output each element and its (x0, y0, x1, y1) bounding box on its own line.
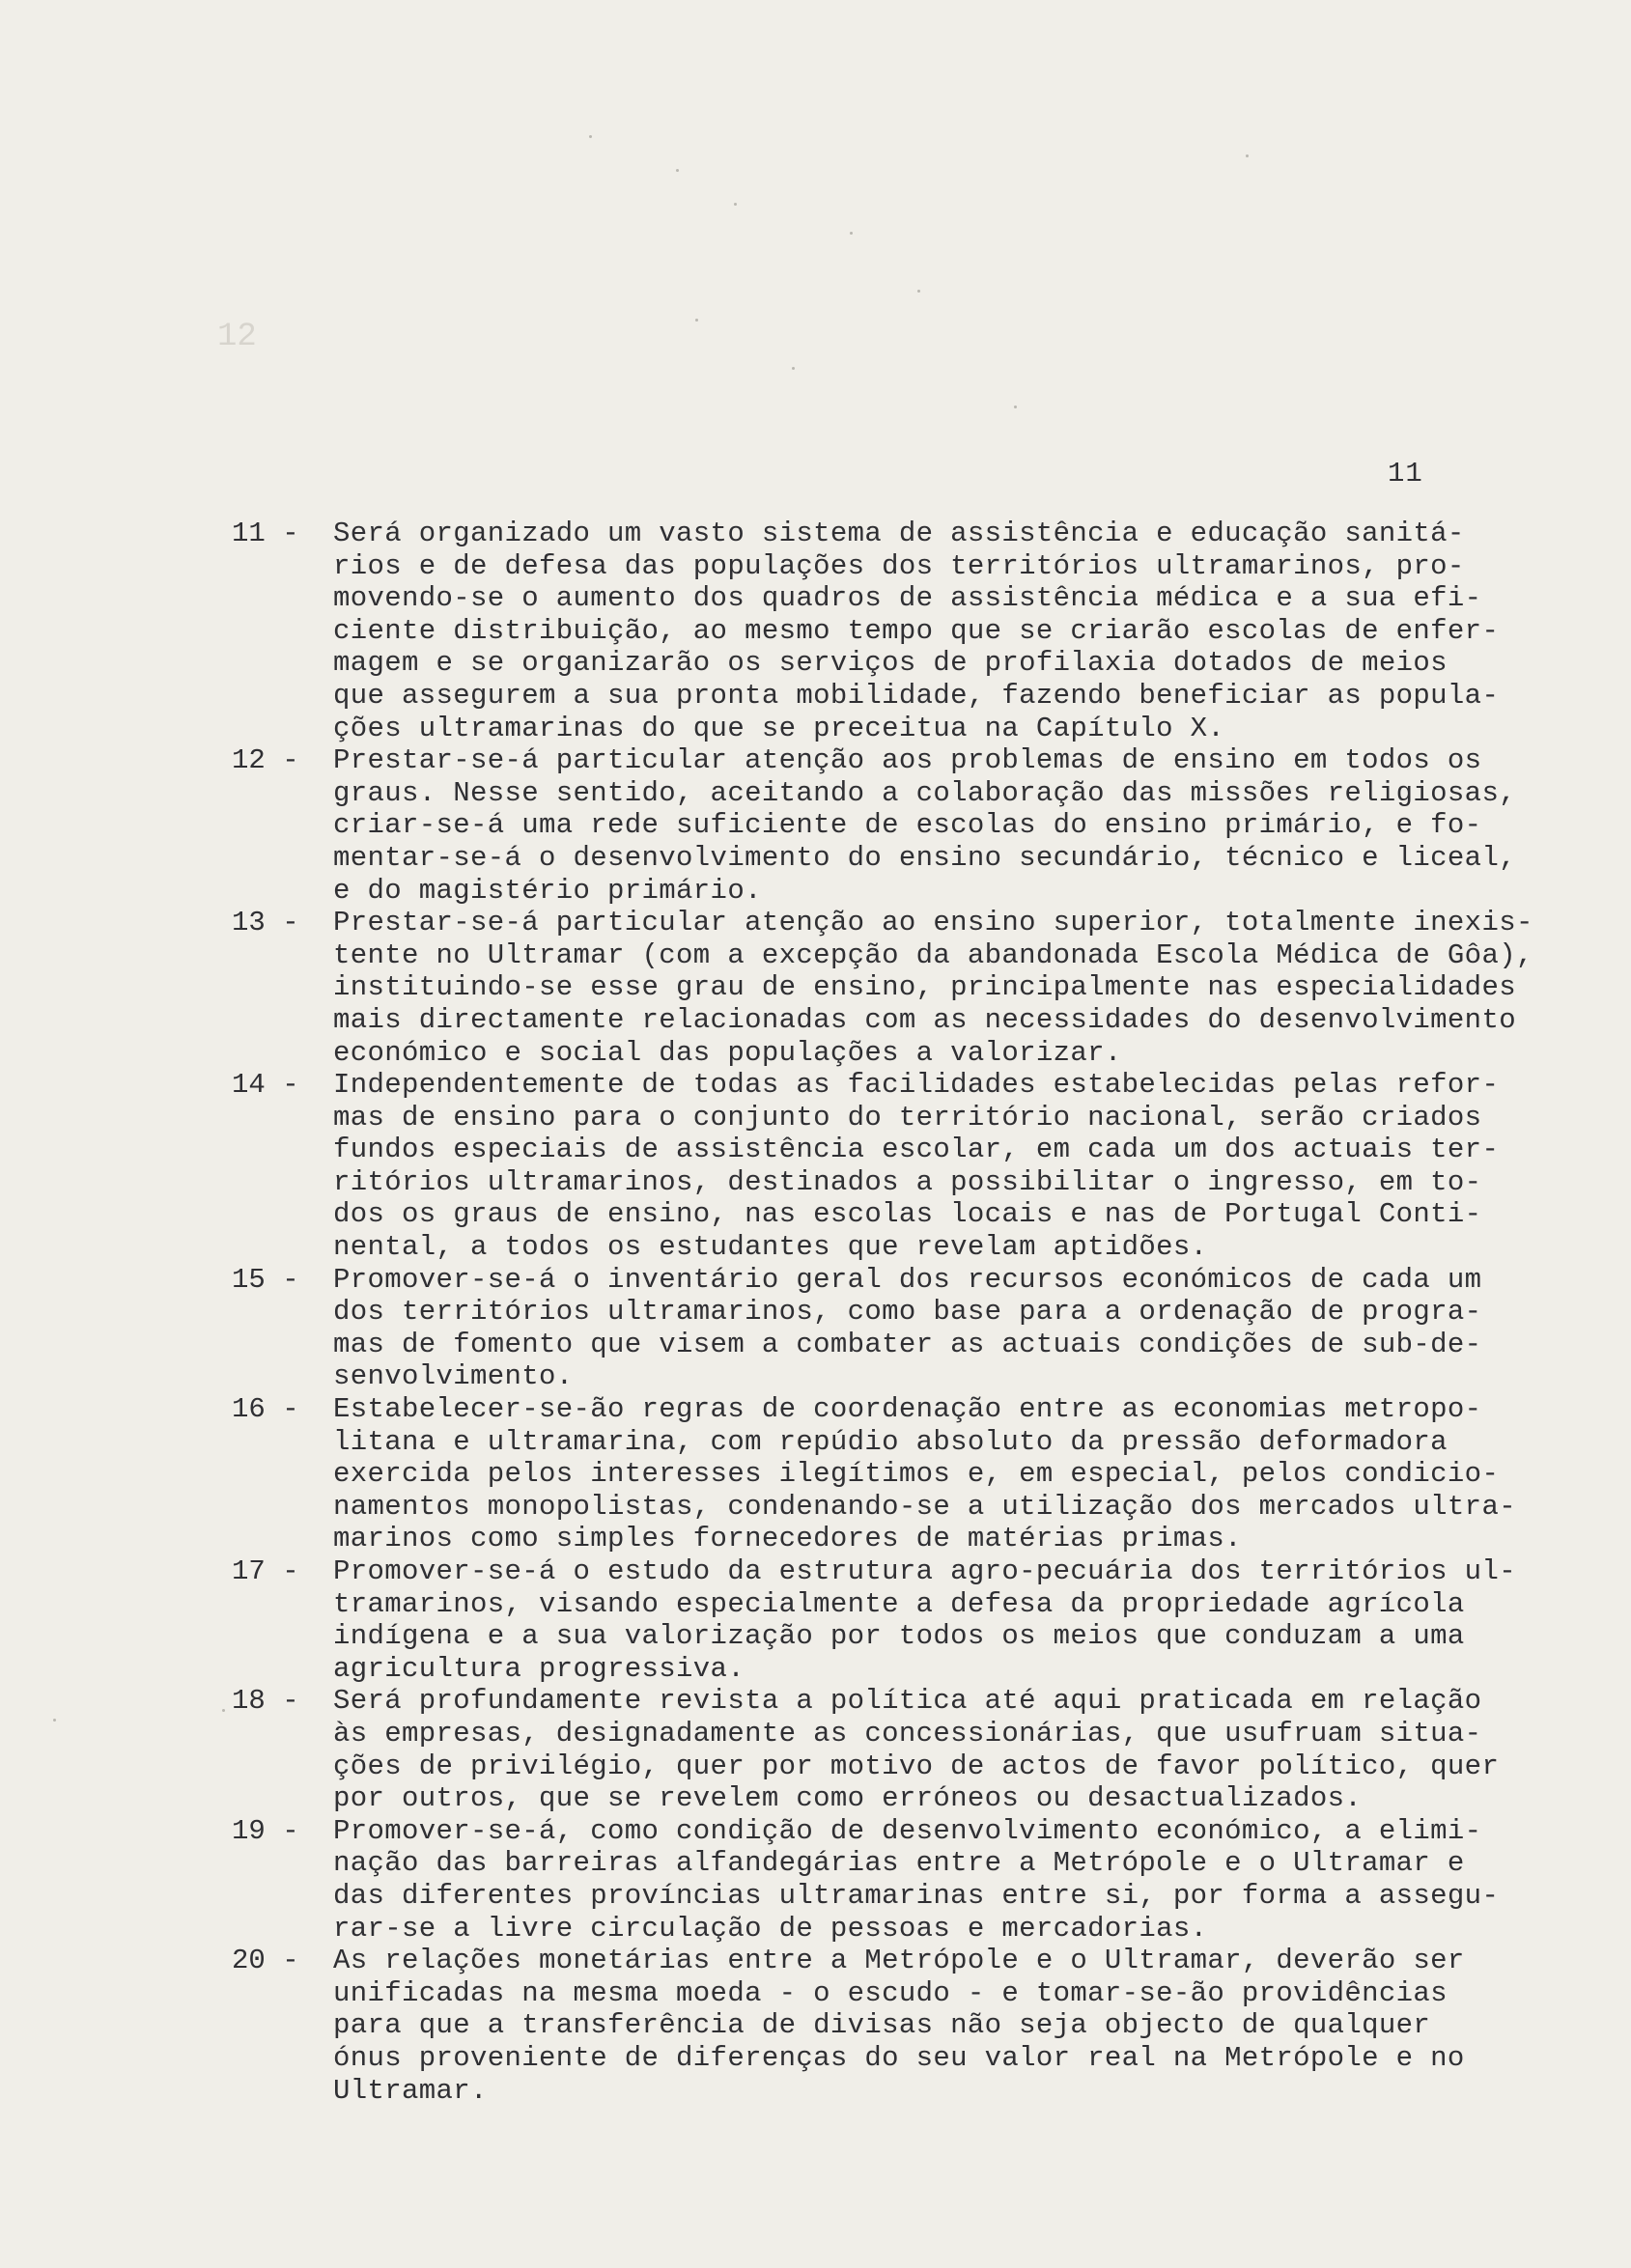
paper-speck (850, 232, 853, 235)
text-line: das diferentes províncias ultramarinas entre si, por forma a assegu- (333, 1879, 1500, 1912)
paper-speck (676, 169, 679, 172)
text-line: que assegurem a sua pronta mobilidade, fazendo beneficiar as popula- (333, 679, 1500, 712)
text-line: tente no Ultramar (com a excepção da abandonada Escola Médica de Gôa), (333, 938, 1533, 971)
text-line: ritórios ultramarinos, destinados a possibilitar o ingresso, em to- (333, 1165, 1482, 1198)
text-line: nental, a todos os estudantes que revelam aptidões. (333, 1231, 1208, 1264)
paper-speck (53, 1719, 56, 1722)
text-line: dos territórios ultramarinos, como base para a ordenação de progra- (333, 1296, 1482, 1329)
text-line: graus. Nesse sentido, aceitando a colaboração das missões religiosas, (333, 776, 1516, 809)
text-line: instituindo-se esse grau de ensino, principalmente nas especialidades (333, 971, 1516, 1004)
text-line: Será organizado um vasto sistema de assistência e educação sanitá- (333, 518, 1465, 549)
text-line: unificadas na mesma moeda - o escudo - e tomar-se-ão providências (333, 1976, 1448, 2009)
paper-speck (1246, 154, 1249, 157)
bleed-through-number: 12 (217, 319, 257, 355)
text-line: dos os graus de ensino, nas escolas locais e nas de Portugal Conti- (333, 1198, 1482, 1231)
text-line: ónus proveniente de diferenças do seu valor real na Metrópole e no (333, 2041, 1465, 2074)
text-line: Promover-se-á o inventário geral dos recursos económicos de cada um (333, 1263, 1482, 1296)
list-item (232, 907, 1533, 1069)
text-line: marinos como simples fornecedores de matérias primas. (333, 1523, 1242, 1555)
text-line: Prestar-se-á particular atenção aos problemas de ensino em todos os (333, 744, 1482, 777)
item-number: 20 - (232, 1945, 299, 1977)
paper-speck (589, 135, 592, 138)
list-item (232, 1393, 1516, 1555)
list-item (232, 1815, 1516, 1945)
text-line: litana e ultramarina, com repúdio absoluto da pressão deformadora (333, 1425, 1448, 1458)
paper-speck (734, 203, 737, 206)
text-line: criar-se-á uma rede suficiente de escolas do ensino primário, e fo- (333, 809, 1482, 842)
item-number: 19 - (232, 1814, 299, 1847)
text-line: mentar-se-á o desenvolvimento do ensino secundário, técnico e liceal, (333, 841, 1516, 874)
text-line: Independentemente de todas as facilidades estabelecidas pelas refor- (333, 1069, 1500, 1102)
item-number: 15 - (232, 1263, 299, 1296)
text-line: para que a transferência de divisas não seja objecto de qualquer (333, 2009, 1431, 2042)
text-line: ciente distribuição, ao mesmo tempo que se criarão escolas de enfer- (333, 614, 1500, 647)
text-line: senvolvimento. (333, 1360, 574, 1393)
paper-speck (1014, 406, 1017, 408)
list-item (232, 518, 1516, 744)
text-line: As relações monetárias entre a Metrópole e o Ultramar, deverão ser (333, 1945, 1465, 1977)
item-number: 16 - (232, 1393, 299, 1426)
list-item (232, 1555, 1516, 1685)
text-line: Promover-se-á, como condição de desenvolvimento económico, a elimi- (333, 1814, 1482, 1847)
item-number: 14 - (232, 1069, 299, 1102)
item-number: 17 - (232, 1555, 299, 1587)
text-line: tramarinos, visando especialmente a defesa da propriedade agrícola (333, 1587, 1465, 1620)
text-line: movendo-se o aumento dos quadros de assistência médica e a sua efi- (333, 582, 1482, 615)
paper-speck (792, 367, 795, 370)
paper-speck (917, 290, 920, 293)
text-line: às empresas, designadamente as concessionárias, que usufruam situa- (333, 1717, 1482, 1750)
text-line: indígena e a sua valorização por todos os meios que conduzam a uma (333, 1620, 1465, 1653)
item-number: 18 - (232, 1685, 299, 1718)
text-line: rar-se a livre circulação de pessoas e mercadorias. (333, 1912, 1208, 1945)
text-line: namentos monopolistas, condenando-se a utilização dos mercados ultra- (333, 1490, 1516, 1523)
text-line: Prestar-se-á particular atenção ao ensino superior, totalmente inexis- (333, 907, 1533, 939)
text-line: ções de privilégio, quer por motivo de actos de favor político, quer (333, 1750, 1500, 1782)
text-line: fundos especiais de assistência escolar, em cada um dos actuais ter- (333, 1134, 1500, 1166)
paper-speck (222, 1709, 225, 1712)
list-item (232, 1069, 1516, 1264)
text-line: Promover-se-á o estudo da estrutura agro-pecuária dos territórios ul- (333, 1555, 1516, 1587)
text-line: por outros, que se revelem como erróneos ou desactualizados. (333, 1782, 1363, 1815)
text-line: nação das barreiras alfandegárias entre a Metrópole e o Ultramar e (333, 1847, 1465, 1880)
list-item (232, 1945, 1516, 2107)
numbered-list (232, 518, 1533, 2107)
text-line: Ultramar. (333, 2074, 488, 2107)
item-number: 12 - (232, 744, 299, 777)
text-line: ções ultramarinas do que se preceitua na Capítulo X. (333, 712, 1225, 744)
text-line: magem e se organizarão os serviços de profilaxia dotados de meios (333, 647, 1448, 680)
paper-speck (695, 319, 698, 322)
text-line: e do magistério primário. (333, 874, 762, 907)
list-item (232, 1685, 1516, 1814)
item-number: 13 - (232, 907, 299, 939)
page-number: 11 (1388, 458, 1423, 490)
list-item (232, 744, 1516, 907)
text-line: mas de ensino para o conjunto do território nacional, serão criados (333, 1101, 1482, 1134)
text-line: mas de fomento que visem a combater as actuais condições de sub-de- (333, 1328, 1482, 1360)
text-line: mais directamente relacionadas com as necessidades do desenvolvimento (333, 1003, 1516, 1036)
text-line: económico e social das populações a valorizar. (333, 1036, 1122, 1069)
text-line: agricultura progressiva. (333, 1652, 745, 1685)
item-number: 11 - (232, 518, 299, 549)
text-line: rios e de defesa das populações dos territórios ultramarinos, pro- (333, 549, 1465, 582)
text-line: Será profundamente revista a política até aqui praticada em relação (333, 1685, 1482, 1718)
text-line: exercida pelos interesses ilegítimos e, em especial, pelos condicio- (333, 1458, 1500, 1491)
list-item (232, 1264, 1516, 1393)
text-line: Estabelecer-se-ão regras de coordenação entre as economias metropo- (333, 1393, 1482, 1426)
